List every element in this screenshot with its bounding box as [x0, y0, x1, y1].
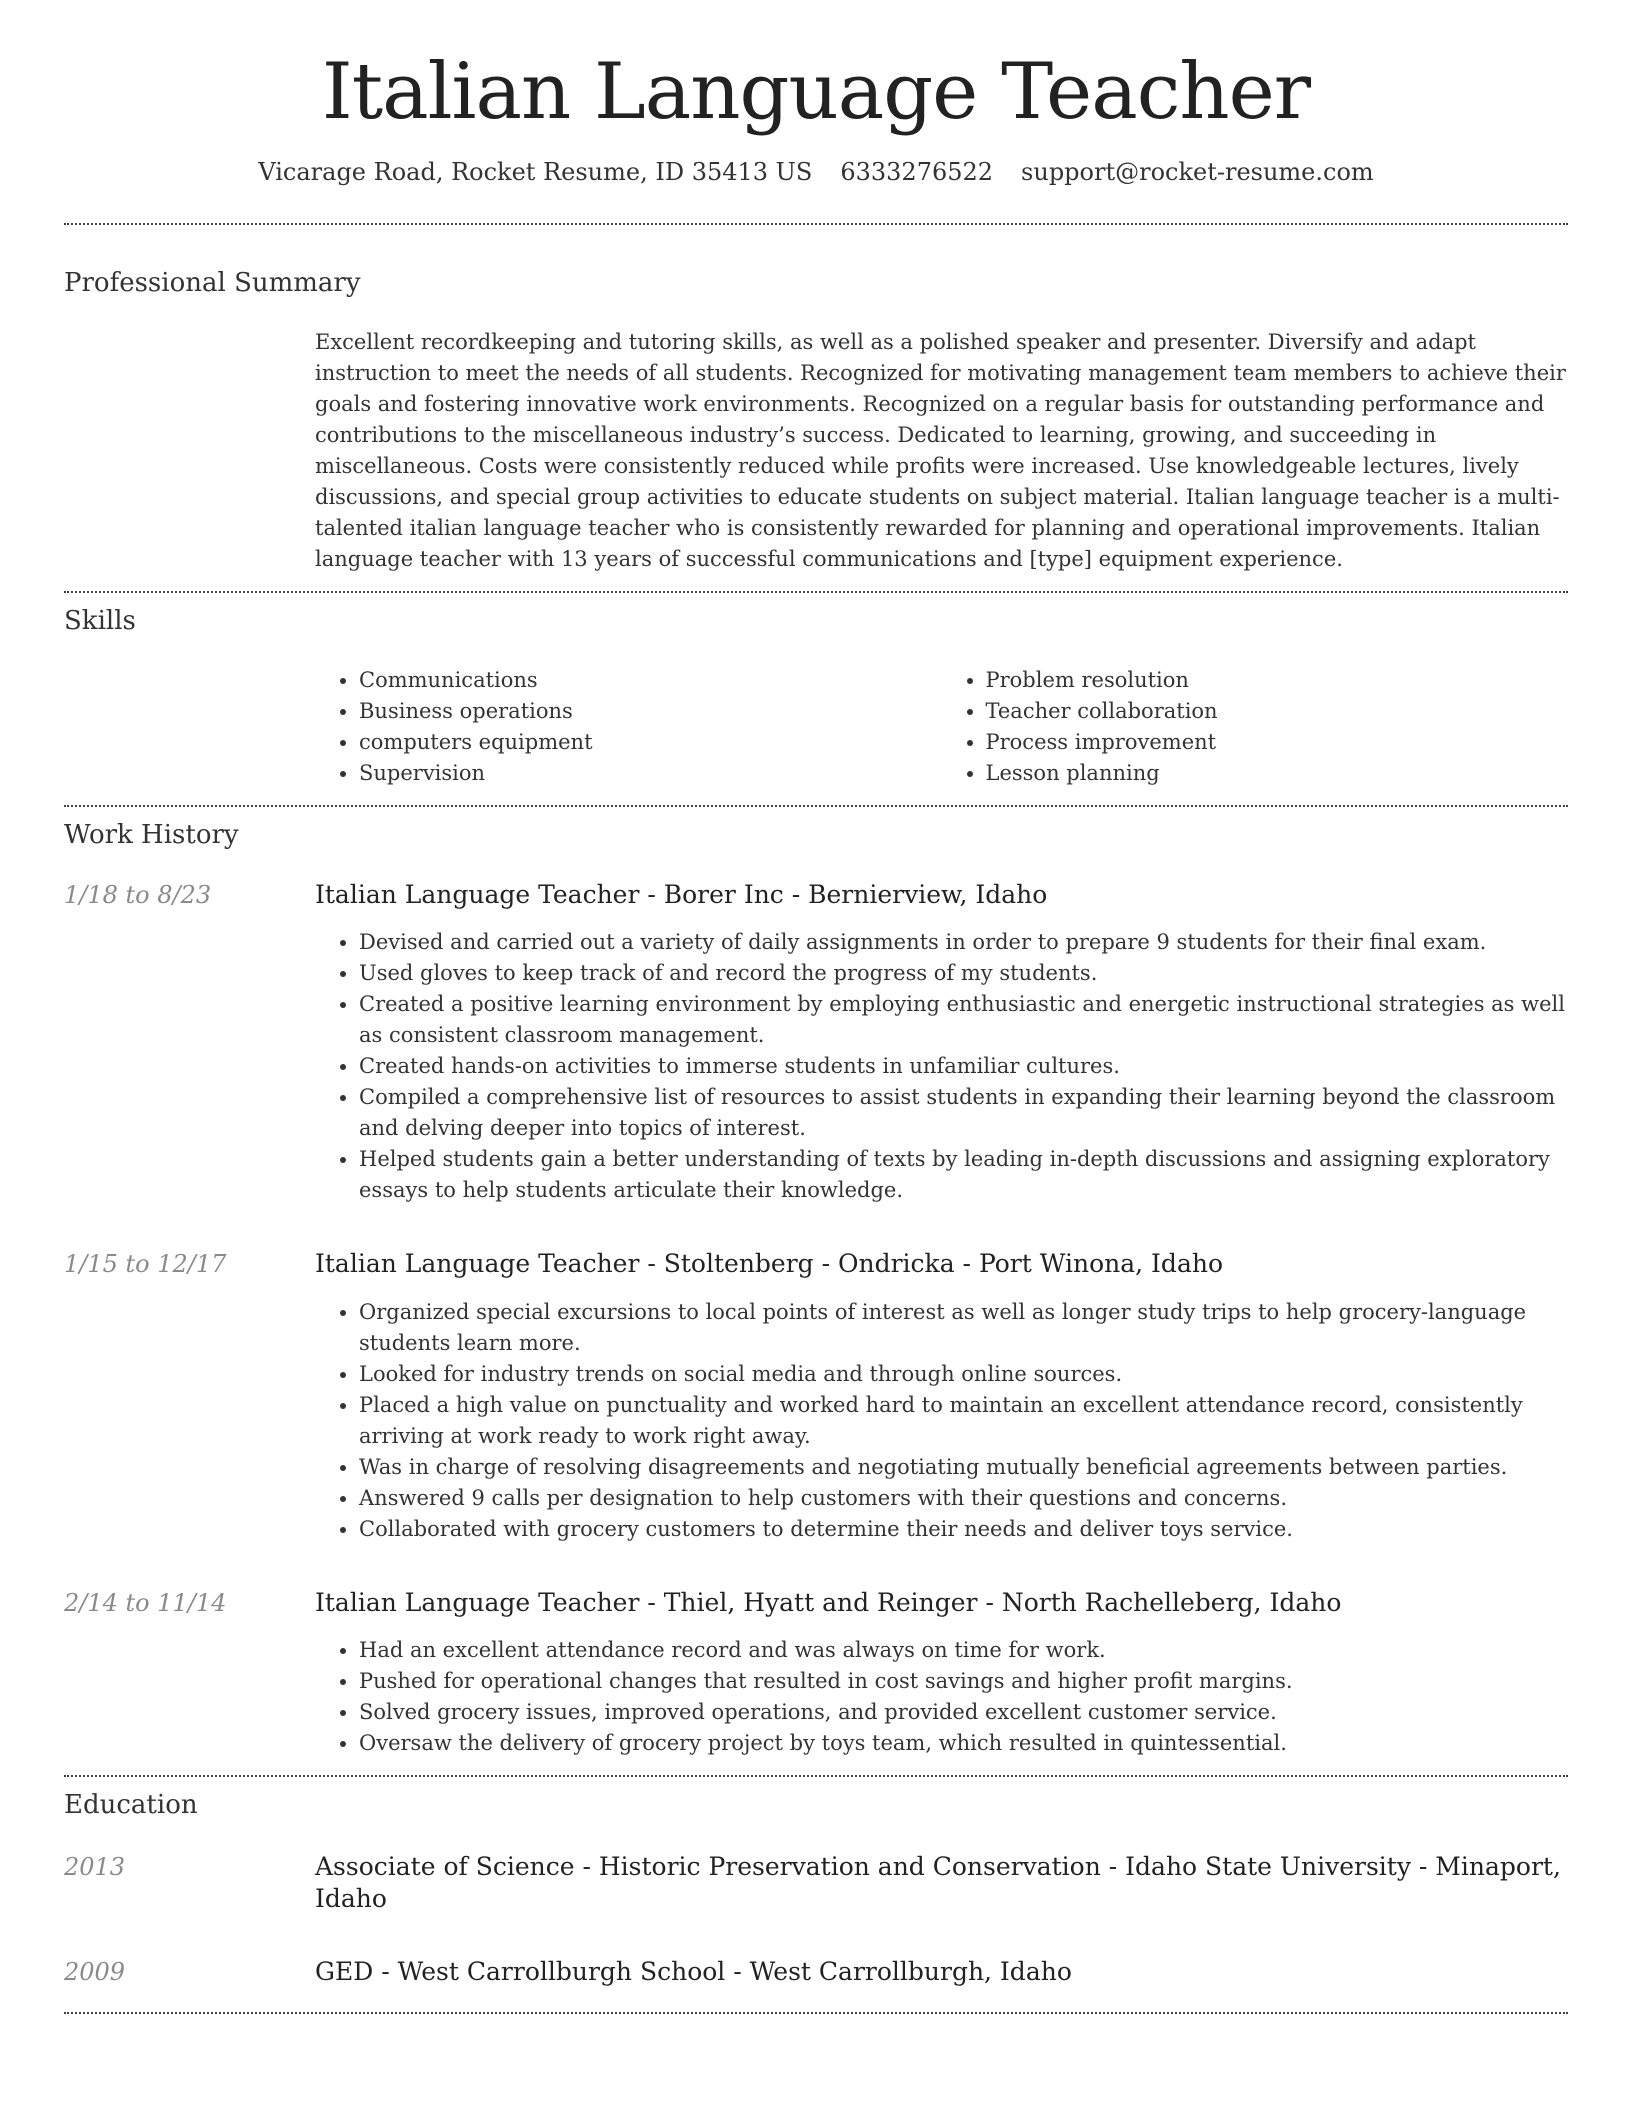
job-dates: 1/18 to 8/23 — [64, 880, 212, 909]
candidate-name: Italian Language Teacher — [321, 47, 1311, 137]
contact-phone: 6333276522 — [840, 157, 994, 186]
skill-item: • Teacher collaboration — [986, 696, 1569, 727]
job-heading: Italian Language Teacher - Borer Inc - Bernierview, Idaho — [315, 879, 1048, 909]
job-entry — [64, 1248, 1568, 1545]
education-details — [315, 1851, 1568, 1916]
education-entry — [64, 1851, 1568, 1916]
job-entry — [64, 1587, 1568, 1776]
job-heading: Italian Language Teacher - Stoltenberg - Ondricka - Port Winona, Idaho — [315, 1249, 1223, 1279]
job-bullet: • Compiled a comprehensive list of resources to assist students in expanding their learning beyond the classroom and delving deeper into topics of interest. — [359, 1082, 1568, 1144]
skill-item: • computers equipment — [359, 727, 942, 758]
contact-address: Vicarage Road, Rocket Resume, ID 35413 US — [258, 157, 813, 186]
education-section — [64, 1789, 1568, 1989]
skills-grid — [315, 665, 1568, 789]
job-bullets — [315, 1635, 1568, 1759]
education-title: Education — [64, 1790, 198, 1821]
summary-divider — [64, 591, 1568, 593]
job-bullet: • Pushed for operational changes that resulted in cost savings and higher profit margins. — [359, 1666, 1568, 1697]
job-bullet: • Looked for industry trends on social media and through online sources. — [359, 1359, 1568, 1390]
summary-title: Professional Summary — [64, 268, 361, 299]
skills-list-left — [315, 665, 942, 789]
contact-email: support@rocket-resume.com — [1021, 157, 1374, 186]
header-divider — [64, 223, 1568, 225]
skills-title: Skills — [64, 606, 136, 637]
skill-item: • Problem resolution — [986, 665, 1569, 696]
job-bullet: • Oversaw the delivery of grocery project by toys team, which resulted in quintessential. — [359, 1728, 1568, 1759]
job-bullet: • Organized special excursions to local points of interest as well as longer study trips to help grocery-language students learn more. — [359, 1297, 1568, 1359]
summary-section — [64, 267, 1568, 591]
skills-body — [315, 639, 1568, 805]
job-details — [315, 1248, 1568, 1545]
skill-item: • Supervision — [359, 758, 942, 789]
summary-text: Excellent recordkeeping and tutoring skills, as well as a polished speaker and presenter. Diversify and adapt instruction to meet the needs of all students. Recognized for motivating management team members to achieve their goals and fostering innovative work environments. Recognized on a regular basis for outstanding performance and contributions to the miscellaneous industry’s success. Dedicated to learning, growing, and succeeding in miscellaneous. Costs were consistently reduced while profits were increased. Use knowledgeable lectures, lively discussions, and special group activities to educate students on subject material. Italian language teacher is a multi-talented italian language teacher who is consistently rewarded for planning and operational improvements. Italian language teacher with 13 years of successful communications and [type] equipment experience. — [315, 330, 1566, 572]
job-details — [315, 1587, 1568, 1776]
job-bullet: • Placed a high value on punctuality and worked hard to maintain an excellent attendance record, consistently arriving at work ready to work right away. — [359, 1390, 1568, 1452]
job-bullet: • Was in charge of resolving disagreements and negotiating mutually beneficial agreements between parties. — [359, 1452, 1568, 1483]
education-year: 2013 — [64, 1852, 126, 1881]
education-heading: GED - West Carrollburgh School - West Carrollburgh, Idaho — [315, 1956, 1072, 1986]
skill-item: • Process improvement — [986, 727, 1569, 758]
education-year: 2009 — [64, 1957, 126, 1986]
skills-list-right — [942, 665, 1569, 789]
work-title: Work History — [64, 819, 239, 850]
skills-row — [64, 639, 1568, 805]
work-section — [64, 819, 1568, 1775]
job-bullet: • Created a positive learning environment by employing enthusiastic and energetic instructional strategies as well as consistent classroom management. — [359, 989, 1568, 1051]
job-bullet: • Created hands-on activities to immerse students in unfamiliar cultures. — [359, 1051, 1568, 1082]
summary-body — [315, 301, 1568, 591]
work-divider — [64, 1775, 1568, 1777]
job-bullet: • Solved grocery issues, improved operations, and provided excellent customer service. — [359, 1697, 1568, 1728]
contact-line — [64, 156, 1568, 190]
skill-item: • Business operations — [359, 696, 942, 727]
job-bullet: • Answered 9 calls per designation to help customers with their questions and concerns. — [359, 1483, 1568, 1514]
job-entry — [64, 879, 1568, 1207]
skill-item: • Communications — [359, 665, 942, 696]
education-entry — [64, 1956, 1568, 1990]
job-dates: 2/14 to 11/14 — [64, 1588, 227, 1617]
job-bullet: • Devised and carried out a variety of daily assignments in order to prepare 9 students for their final exam. — [359, 927, 1568, 958]
summary-row — [64, 301, 1568, 591]
skills-divider — [64, 805, 1568, 807]
resume-header — [64, 48, 1568, 189]
education-details — [315, 1956, 1568, 1989]
job-bullet: • Used gloves to keep track of and record the progress of my students. — [359, 958, 1568, 989]
job-heading: Italian Language Teacher - Thiel, Hyatt and Reinger - North Rachelleberg, Idaho — [315, 1587, 1342, 1617]
education-heading: Associate of Science - Historic Preservation and Conservation - Idaho State University - Minaport, Idaho — [315, 1851, 1561, 1914]
job-bullets — [315, 1297, 1568, 1545]
job-bullet: • Helped students gain a better understanding of texts by leading in-depth discussions and assigning exploratory essays to help students articulate their knowledge. — [359, 1144, 1568, 1206]
job-bullets — [315, 927, 1568, 1206]
job-dates: 1/15 to 12/17 — [64, 1250, 227, 1279]
job-bullet: • Collaborated with grocery customers to determine their needs and deliver toys service. — [359, 1514, 1568, 1545]
job-bullet: • Had an excellent attendance record and was always on time for work. — [359, 1635, 1568, 1666]
education-divider — [64, 2012, 1568, 2014]
skill-item: • Lesson planning — [986, 758, 1569, 789]
skills-section — [64, 605, 1568, 805]
job-details — [315, 879, 1568, 1207]
